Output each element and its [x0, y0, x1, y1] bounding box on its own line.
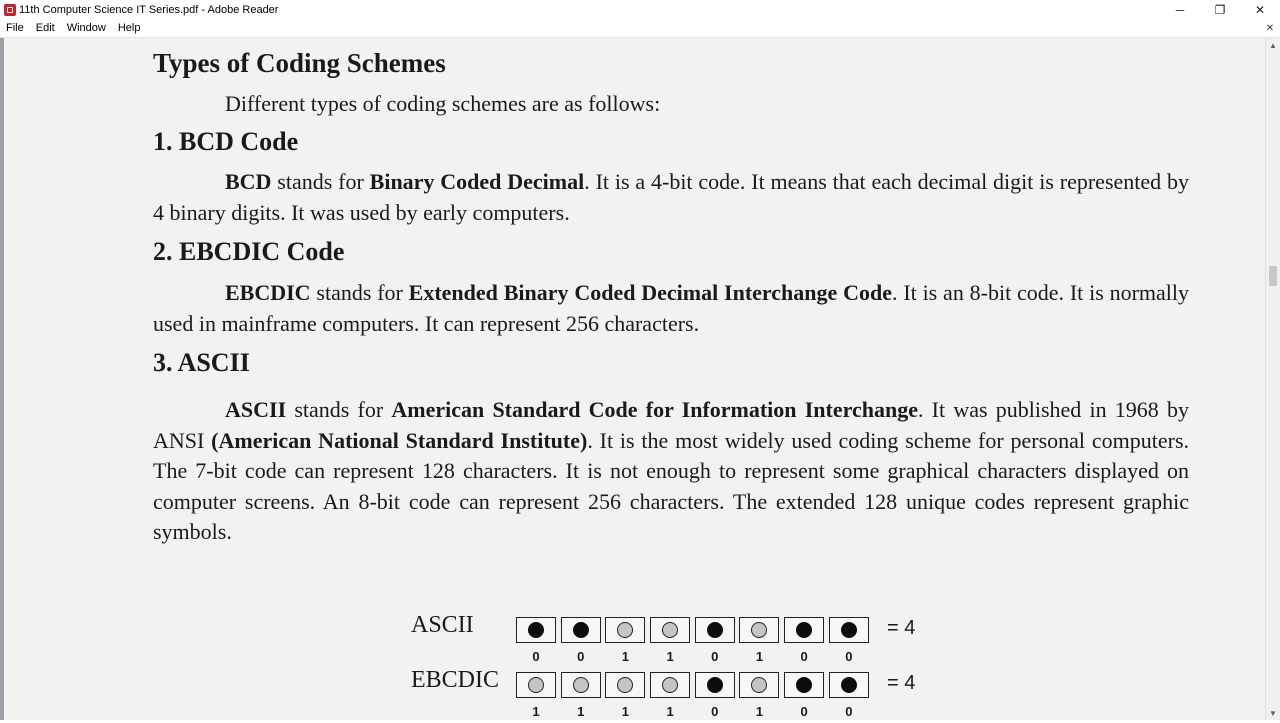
- section-body-bcd: [153, 167, 1189, 228]
- filled-dot-icon: [796, 622, 812, 638]
- text-run: . It is the most widely used coding scheme for personal computers. The 7-bit code can represent 128 characters. It is not enough to represent some graphical characters displayed on computer screens. An 8-bit code can represent 256 characters. The extended 128 unique codes represent graphic symbols.: [153, 427, 1189, 544]
- vertical-scrollbar[interactable]: [1265, 38, 1280, 720]
- text-run: (American National Standard Institute): [211, 427, 588, 453]
- menu-window[interactable]: Window: [66, 22, 106, 34]
- text-run: EBCDIC: [225, 280, 311, 305]
- bit-value: 1: [621, 649, 629, 664]
- bit-box: [695, 672, 735, 698]
- minimize-icon[interactable]: ─: [1175, 2, 1185, 17]
- menu-edit[interactable]: Edit: [35, 22, 55, 34]
- filled-dot-icon: [841, 677, 857, 693]
- section-title-ascii: 3. ASCII: [153, 348, 250, 377]
- text-run: stands for: [286, 397, 392, 422]
- hollow-dot-icon: [662, 622, 678, 638]
- bit-box: [561, 617, 601, 643]
- text-run: ASCII: [225, 397, 287, 422]
- filled-dot-icon: [573, 622, 589, 638]
- close-icon[interactable]: ✕: [1254, 2, 1266, 17]
- title-bar: [0, 0, 1280, 19]
- close-document-icon[interactable]: ✕: [1265, 22, 1275, 34]
- restore-icon[interactable]: ❐: [1214, 2, 1226, 17]
- bit-value: 0: [845, 649, 853, 664]
- hollow-dot-icon: [617, 677, 633, 693]
- bit-boxes: [516, 617, 874, 643]
- filled-dot-icon: [841, 622, 857, 638]
- bit-values: [516, 704, 874, 719]
- coding-figure: [404, 578, 944, 723]
- bit-box: [784, 617, 824, 643]
- bit-value: 0: [532, 649, 540, 664]
- section-body-ascii: [153, 395, 1189, 548]
- text-run: Binary Coded Decimal: [369, 169, 585, 194]
- bit-value: 0: [800, 704, 808, 719]
- bit-box: [605, 672, 645, 698]
- window-controls: [1160, 0, 1280, 19]
- text-run: stands for: [310, 280, 409, 305]
- scroll-thumb[interactable]: [1269, 266, 1277, 286]
- hollow-dot-icon: [751, 622, 767, 638]
- filled-dot-icon: [707, 677, 723, 693]
- bit-box: [739, 617, 779, 643]
- section-body-ebcdic: [153, 278, 1189, 339]
- bit-value: 1: [666, 649, 674, 664]
- scroll-up-arrow-icon[interactable]: ▲: [1269, 40, 1277, 50]
- text-run: BCD: [225, 169, 272, 194]
- figure-row-result: = 4: [887, 672, 916, 694]
- bit-box: [695, 617, 735, 643]
- text-run: American Standard Code for Information Interchange: [391, 397, 918, 422]
- bit-box: [739, 672, 779, 698]
- hollow-dot-icon: [528, 677, 544, 693]
- filled-dot-icon: [707, 622, 723, 638]
- filled-dot-icon: [528, 622, 544, 638]
- bit-value: 1: [755, 649, 764, 664]
- bit-value: 0: [711, 704, 719, 719]
- hollow-dot-icon: [617, 622, 633, 638]
- menu-help[interactable]: Help: [117, 22, 141, 34]
- document-viewer: [0, 38, 1280, 720]
- bit-value: 1: [755, 704, 764, 719]
- filled-dot-icon: [796, 677, 812, 693]
- page-heading: Types of Coding Schemes: [153, 48, 446, 78]
- text-run: . It is a 4-bit code. It means that each decimal digit is represented by 4 binary digits. It was used by early computers.: [153, 169, 1189, 225]
- text-run: Extended Binary Coded Decimal Interchange Code: [408, 280, 892, 305]
- bit-value: 0: [800, 649, 808, 664]
- hollow-dot-icon: [751, 677, 767, 693]
- hollow-dot-icon: [662, 677, 678, 693]
- text-run: . It is an 8-bit code. It is normally used in mainframe computers. It can represent 256 characters.: [153, 280, 1189, 336]
- intro-paragraph: Different types of coding schemes are as follows:: [225, 91, 661, 116]
- bit-box: [650, 672, 690, 698]
- scroll-down-arrow-icon[interactable]: ▼: [1269, 708, 1277, 718]
- bit-box: [516, 672, 556, 698]
- text-run: . It was published in 1968 by ANSI: [153, 397, 1189, 453]
- menu-file[interactable]: File: [6, 22, 24, 34]
- bit-value: 0: [577, 649, 585, 664]
- bit-value: 1: [666, 704, 674, 719]
- menu-bar: [0, 19, 1280, 38]
- figure-row-result: = 4: [887, 617, 916, 639]
- bit-value: 1: [577, 704, 585, 719]
- bit-box: [605, 617, 645, 643]
- bit-boxes: [516, 672, 874, 698]
- section-title-ebcdic: 2. EBCDIC Code: [153, 237, 345, 266]
- bit-value: 0: [845, 704, 853, 719]
- bit-box: [516, 617, 556, 643]
- bit-box: [829, 672, 869, 698]
- window-title: 11th Computer Science IT Series.pdf - Adobe Reader: [19, 3, 279, 16]
- figure-row-label: ASCII: [411, 612, 474, 638]
- bit-value: 0: [711, 649, 719, 664]
- hollow-dot-icon: [573, 677, 589, 693]
- figure-row-label: EBCDIC: [411, 667, 500, 693]
- section-title-bcd: 1. BCD Code: [153, 127, 299, 156]
- bit-values: [516, 649, 874, 664]
- text-run: stands for: [271, 169, 370, 194]
- bit-box: [650, 617, 690, 643]
- bit-box: [561, 672, 601, 698]
- bit-value: 1: [621, 704, 629, 719]
- bit-box: [784, 672, 824, 698]
- adobe-reader-icon: [4, 4, 16, 16]
- bit-box: [829, 617, 869, 643]
- pdf-page: [4, 38, 1266, 720]
- bit-value: 1: [532, 704, 540, 719]
